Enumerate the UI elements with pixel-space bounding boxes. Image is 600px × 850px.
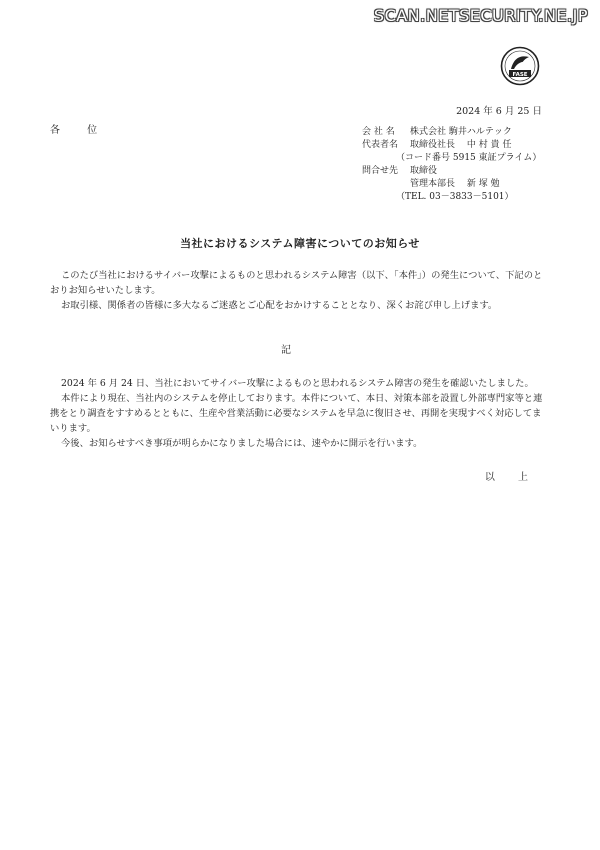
document-date: 2024 年 6 月 25 日	[456, 106, 542, 117]
intro-paragraph-2: お取引様、関係者の皆様に多大なるご迷惑とご心配をおかけすることとなり、深くお詫び申し上げます。	[61, 300, 498, 311]
ki-heading: 記	[281, 345, 291, 356]
detail-paragraph-1: 2024 年 6 月 24 日、当社においてサイバー攻撃によるものと思われるシステム障害の発生を確認いたしました。	[61, 378, 534, 389]
company-label: 会 社 名	[362, 127, 395, 137]
representative-row	[362, 139, 541, 152]
company-name: 株式会社 駒井ハルテック	[410, 127, 512, 137]
contact-person-row	[362, 178, 541, 191]
logo-text: FASE	[512, 72, 528, 78]
stock-code: （コード番号 5915 東証プライム）	[396, 153, 542, 163]
contact-title: 取締役	[410, 166, 438, 176]
intro-paragraph-1: このたび当社におけるサイバー攻撃によるものと思われるシステム障害（以下、「本件」）の発生について、下記のとおりお知らせいたします。	[50, 270, 543, 296]
contact-row	[362, 165, 541, 178]
closing-mark: 以 上	[484, 472, 538, 483]
detail-paragraph-2: 本件により現在、当社内のシステムを停止しております。本件について、本日、対策本部を設置し外部専門家等と連携をとり調査をすすめるとともに、生産や営業活動に必要なシステムを早急に復旧させ、再開を実現すべく対応してまいります。	[50, 393, 543, 434]
company-row	[362, 126, 541, 139]
sender-block	[362, 126, 541, 204]
detail-paragraph-3: 今後、お知らせすべき事項が明らかになりました場合には、速やかに開示を行います。	[61, 438, 423, 449]
representative-name: 取締役社長 中 村 貴 任	[410, 140, 512, 150]
fase-emblem-icon	[500, 46, 540, 86]
contact-person: 管理本部長 新 塚 勉	[410, 179, 500, 189]
notice-title: 当社におけるシステム障害についてのお知らせ	[180, 237, 420, 250]
contact-tel: （TEL. 03－3833－5101）	[396, 192, 514, 202]
representative-label: 代表者名	[362, 140, 399, 150]
site-watermark: SCAN.NETSECURITY.NE.JP	[373, 6, 588, 25]
addressee: 各 位	[50, 125, 110, 136]
contact-label: 問合せ先	[362, 166, 399, 176]
